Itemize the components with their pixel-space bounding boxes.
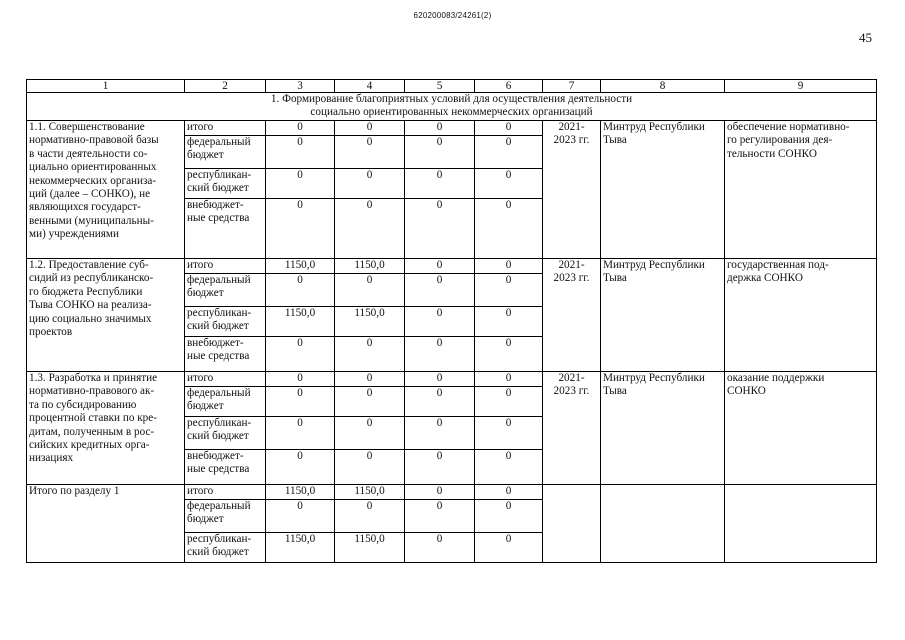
responsible-executor bbox=[601, 372, 725, 485]
column-number: 1 bbox=[27, 80, 185, 93]
amount-cell: 0 bbox=[335, 274, 405, 307]
measure-description-line: ций (далее – СОНКО), не bbox=[29, 188, 151, 201]
column-number: 6 bbox=[475, 80, 543, 93]
amount-cell: 0 bbox=[335, 136, 405, 169]
funding-source-line: федеральный bbox=[187, 136, 251, 148]
amount-cell: 0 bbox=[266, 337, 335, 372]
responsible-line: Тыва bbox=[603, 134, 627, 147]
funding-source-line: ные средства bbox=[187, 212, 250, 225]
amount-cell: 1150,0 bbox=[266, 485, 335, 500]
amount-cell: 0 bbox=[335, 121, 405, 136]
measure-description-line: нормативно-правового ак- bbox=[29, 385, 155, 398]
funding-source-line: республикан- bbox=[187, 307, 252, 319]
measure-description-line: цию социально значимых bbox=[29, 312, 152, 325]
funding-source-line: итого bbox=[187, 121, 214, 133]
column-number: 5 bbox=[405, 80, 475, 93]
funding-source bbox=[185, 136, 266, 169]
measure-description-line: го бюджета Республики bbox=[29, 285, 143, 298]
amount-cell: 1150,0 bbox=[266, 259, 335, 274]
measure-description-line: являющихся государст- bbox=[29, 201, 141, 214]
expected-result-line: государственная под- bbox=[727, 259, 829, 271]
amount-cell: 0 bbox=[475, 121, 543, 136]
amount-cell: 0 bbox=[266, 500, 335, 533]
measure-description-line: Тыва СОНКО на реализа- bbox=[29, 299, 152, 312]
period bbox=[543, 259, 601, 372]
amount-cell: 0 bbox=[475, 372, 543, 387]
amount-cell: 0 bbox=[405, 259, 475, 274]
amount-cell: 0 bbox=[405, 307, 475, 337]
total-row bbox=[27, 485, 877, 500]
period-line: 2021- bbox=[558, 372, 585, 384]
measure-description-line: дитам, полученным в рос- bbox=[29, 425, 155, 438]
amount-cell: 0 bbox=[335, 417, 405, 450]
funding-source bbox=[185, 307, 266, 337]
amount-cell: 1150,0 bbox=[335, 533, 405, 563]
measure-row bbox=[27, 259, 877, 274]
funding-source-line: ский бюджет bbox=[187, 546, 249, 559]
measure-description-line: некоммерческих организа- bbox=[29, 174, 157, 187]
amount-cell: 0 bbox=[266, 199, 335, 259]
responsible-executor bbox=[601, 259, 725, 372]
amount-cell: 0 bbox=[335, 450, 405, 485]
expected-result bbox=[725, 259, 877, 372]
amount-cell: 0 bbox=[475, 259, 543, 274]
amount-cell: 0 bbox=[266, 169, 335, 199]
column-number: 3 bbox=[266, 80, 335, 93]
funding-source-line: итого bbox=[187, 259, 214, 271]
amount-cell: 0 bbox=[405, 533, 475, 563]
measure-row bbox=[27, 121, 877, 136]
responsible-line: Минтруд Республики bbox=[603, 372, 705, 384]
column-number-row bbox=[27, 80, 877, 93]
responsible-line: Тыва bbox=[603, 385, 627, 398]
funding-source-line: бюджет bbox=[187, 400, 224, 413]
amount-cell: 0 bbox=[405, 500, 475, 533]
period-line: 2021- bbox=[558, 259, 585, 271]
measure-description-line: сидий из республиканско- bbox=[29, 272, 154, 285]
amount-cell: 0 bbox=[475, 169, 543, 199]
funding-source-line: бюджет bbox=[187, 513, 224, 526]
funding-source bbox=[185, 533, 266, 563]
funding-source bbox=[185, 169, 266, 199]
expected-result-line: держка СОНКО bbox=[727, 272, 803, 285]
amount-cell: 0 bbox=[405, 169, 475, 199]
period-line: 2023 гг. bbox=[553, 385, 590, 398]
funding-source-line: ные средства bbox=[187, 350, 250, 363]
amount-cell: 0 bbox=[405, 274, 475, 307]
amount-cell: 1150,0 bbox=[335, 307, 405, 337]
amount-cell: 0 bbox=[475, 199, 543, 259]
total-label: Итого по разделу 1 bbox=[27, 485, 185, 563]
section-title-line: 1. Формирование благоприятных условий для осуществления деятельности bbox=[270, 93, 633, 105]
expected-result-line: тельности СОНКО bbox=[727, 147, 817, 160]
amount-cell: 1150,0 bbox=[266, 307, 335, 337]
responsible-line: Минтруд Республики bbox=[603, 121, 705, 133]
amount-cell: 1150,0 bbox=[335, 485, 405, 500]
amount-cell: 0 bbox=[405, 199, 475, 259]
amount-cell: 1150,0 bbox=[266, 533, 335, 563]
funding-source-line: внебюджет- bbox=[187, 199, 244, 211]
funding-source bbox=[185, 417, 266, 450]
section-title-line: социально ориентированных некоммерческих организаций bbox=[310, 106, 593, 119]
responsible-executor bbox=[601, 485, 725, 563]
period-line: 2023 гг. bbox=[553, 134, 590, 147]
amount-cell: 0 bbox=[405, 337, 475, 372]
amount-cell: 0 bbox=[266, 274, 335, 307]
period bbox=[543, 485, 601, 563]
measure-description bbox=[27, 372, 185, 485]
funding-source-line: бюджет bbox=[187, 287, 224, 300]
column-number: 9 bbox=[725, 80, 877, 93]
expected-result-line: го регулирования дея- bbox=[727, 134, 833, 147]
measure-description-line: нормативно-правовой базы bbox=[29, 134, 159, 147]
measure-row bbox=[27, 372, 877, 387]
amount-cell: 0 bbox=[335, 337, 405, 372]
amount-cell: 0 bbox=[405, 372, 475, 387]
period bbox=[543, 372, 601, 485]
amount-cell: 0 bbox=[475, 274, 543, 307]
funding-source-line: республикан- bbox=[187, 417, 252, 429]
measure-description bbox=[27, 121, 185, 259]
measure-description-line: проектов bbox=[29, 326, 73, 339]
amount-cell: 1150,0 bbox=[335, 259, 405, 274]
funding-source-line: бюджет bbox=[187, 149, 224, 162]
funding-source-line: ский бюджет bbox=[187, 430, 249, 443]
measure-description-line: процентной ставки по кре- bbox=[29, 412, 157, 425]
amount-cell: 0 bbox=[475, 485, 543, 500]
period-line: 2021- bbox=[558, 121, 585, 133]
section-heading-row bbox=[27, 93, 877, 121]
amount-cell: 0 bbox=[266, 450, 335, 485]
measure-description-line: 1.2. Предоставление суб- bbox=[29, 259, 149, 271]
funding-source bbox=[185, 259, 266, 274]
funding-source-line: федеральный bbox=[187, 387, 251, 399]
expected-result-line: СОНКО bbox=[727, 385, 766, 398]
funding-source bbox=[185, 387, 266, 417]
amount-cell: 0 bbox=[266, 372, 335, 387]
amount-cell: 0 bbox=[405, 121, 475, 136]
expected-result bbox=[725, 372, 877, 485]
column-number: 4 bbox=[335, 80, 405, 93]
column-number: 8 bbox=[601, 80, 725, 93]
funding-source bbox=[185, 450, 266, 485]
responsible-line: Тыва bbox=[603, 272, 627, 285]
funding-source-line: итого bbox=[187, 372, 214, 384]
amount-cell: 0 bbox=[475, 307, 543, 337]
funding-source-line: итого bbox=[187, 485, 214, 497]
funding-source-line: ский бюджет bbox=[187, 320, 249, 333]
funding-source bbox=[185, 372, 266, 387]
funding-source-line: федеральный bbox=[187, 500, 251, 512]
expected-result bbox=[725, 485, 877, 563]
expected-result-line: оказание поддержки bbox=[727, 372, 825, 384]
funding-source bbox=[185, 500, 266, 533]
amount-cell: 0 bbox=[475, 337, 543, 372]
amount-cell: 0 bbox=[335, 387, 405, 417]
amount-cell: 0 bbox=[266, 417, 335, 450]
measure-description-line: циально ориентированных bbox=[29, 161, 157, 174]
amount-cell: 0 bbox=[405, 136, 475, 169]
amount-cell: 0 bbox=[475, 533, 543, 563]
funding-source-line: федеральный bbox=[187, 274, 251, 286]
funding-source bbox=[185, 337, 266, 372]
amount-cell: 0 bbox=[405, 450, 475, 485]
expected-result-line: обеспечение нормативно- bbox=[727, 121, 850, 133]
measure-description-line: та по субсидированию bbox=[29, 398, 137, 411]
funding-source-line: внебюджет- bbox=[187, 337, 244, 349]
amount-cell: 0 bbox=[405, 485, 475, 500]
measure-description-line: ми) учреждениями bbox=[29, 228, 119, 241]
amount-cell: 0 bbox=[266, 387, 335, 417]
amount-cell: 0 bbox=[335, 500, 405, 533]
amount-cell: 0 bbox=[266, 121, 335, 136]
section-heading bbox=[27, 93, 877, 121]
funding-source bbox=[185, 485, 266, 500]
page-number: 45 bbox=[859, 30, 872, 45]
column-number: 7 bbox=[543, 80, 601, 93]
measure-description-line: 1.3. Разработка и принятие bbox=[29, 372, 158, 384]
funding-source-line: республикан- bbox=[187, 533, 252, 545]
amount-cell: 0 bbox=[335, 372, 405, 387]
measure-description bbox=[27, 259, 185, 372]
amount-cell: 0 bbox=[266, 136, 335, 169]
measure-description-line: 1.1. Совершенствование bbox=[29, 121, 145, 133]
measures-table bbox=[26, 79, 877, 563]
period bbox=[543, 121, 601, 259]
document-id: 620200083/24261(2) bbox=[413, 11, 492, 20]
amount-cell: 0 bbox=[405, 417, 475, 450]
funding-source-line: внебюджет- bbox=[187, 450, 244, 462]
measure-description-line: низациях bbox=[29, 452, 74, 465]
expected-result bbox=[725, 121, 877, 259]
measure-description-line: в части деятельности со- bbox=[29, 147, 148, 160]
funding-source-line: ные средства bbox=[187, 463, 250, 476]
responsible-executor bbox=[601, 121, 725, 259]
funding-source-line: республикан- bbox=[187, 169, 252, 181]
amount-cell: 0 bbox=[335, 199, 405, 259]
funding-source-line: ский бюджет bbox=[187, 182, 249, 195]
measure-description-line: венными (муниципальны- bbox=[29, 214, 154, 227]
funding-source bbox=[185, 199, 266, 259]
amount-cell: 0 bbox=[335, 169, 405, 199]
amount-cell: 0 bbox=[405, 387, 475, 417]
amount-cell: 0 bbox=[475, 450, 543, 485]
responsible-line: Минтруд Республики bbox=[603, 259, 705, 271]
amount-cell: 0 bbox=[475, 500, 543, 533]
measure-description-line: сийских кредитных орга- bbox=[29, 439, 150, 452]
funding-source bbox=[185, 274, 266, 307]
amount-cell: 0 bbox=[475, 387, 543, 417]
period-line: 2023 гг. bbox=[553, 272, 590, 285]
funding-source bbox=[185, 121, 266, 136]
amount-cell: 0 bbox=[475, 417, 543, 450]
amount-cell: 0 bbox=[475, 136, 543, 169]
column-number: 2 bbox=[185, 80, 266, 93]
